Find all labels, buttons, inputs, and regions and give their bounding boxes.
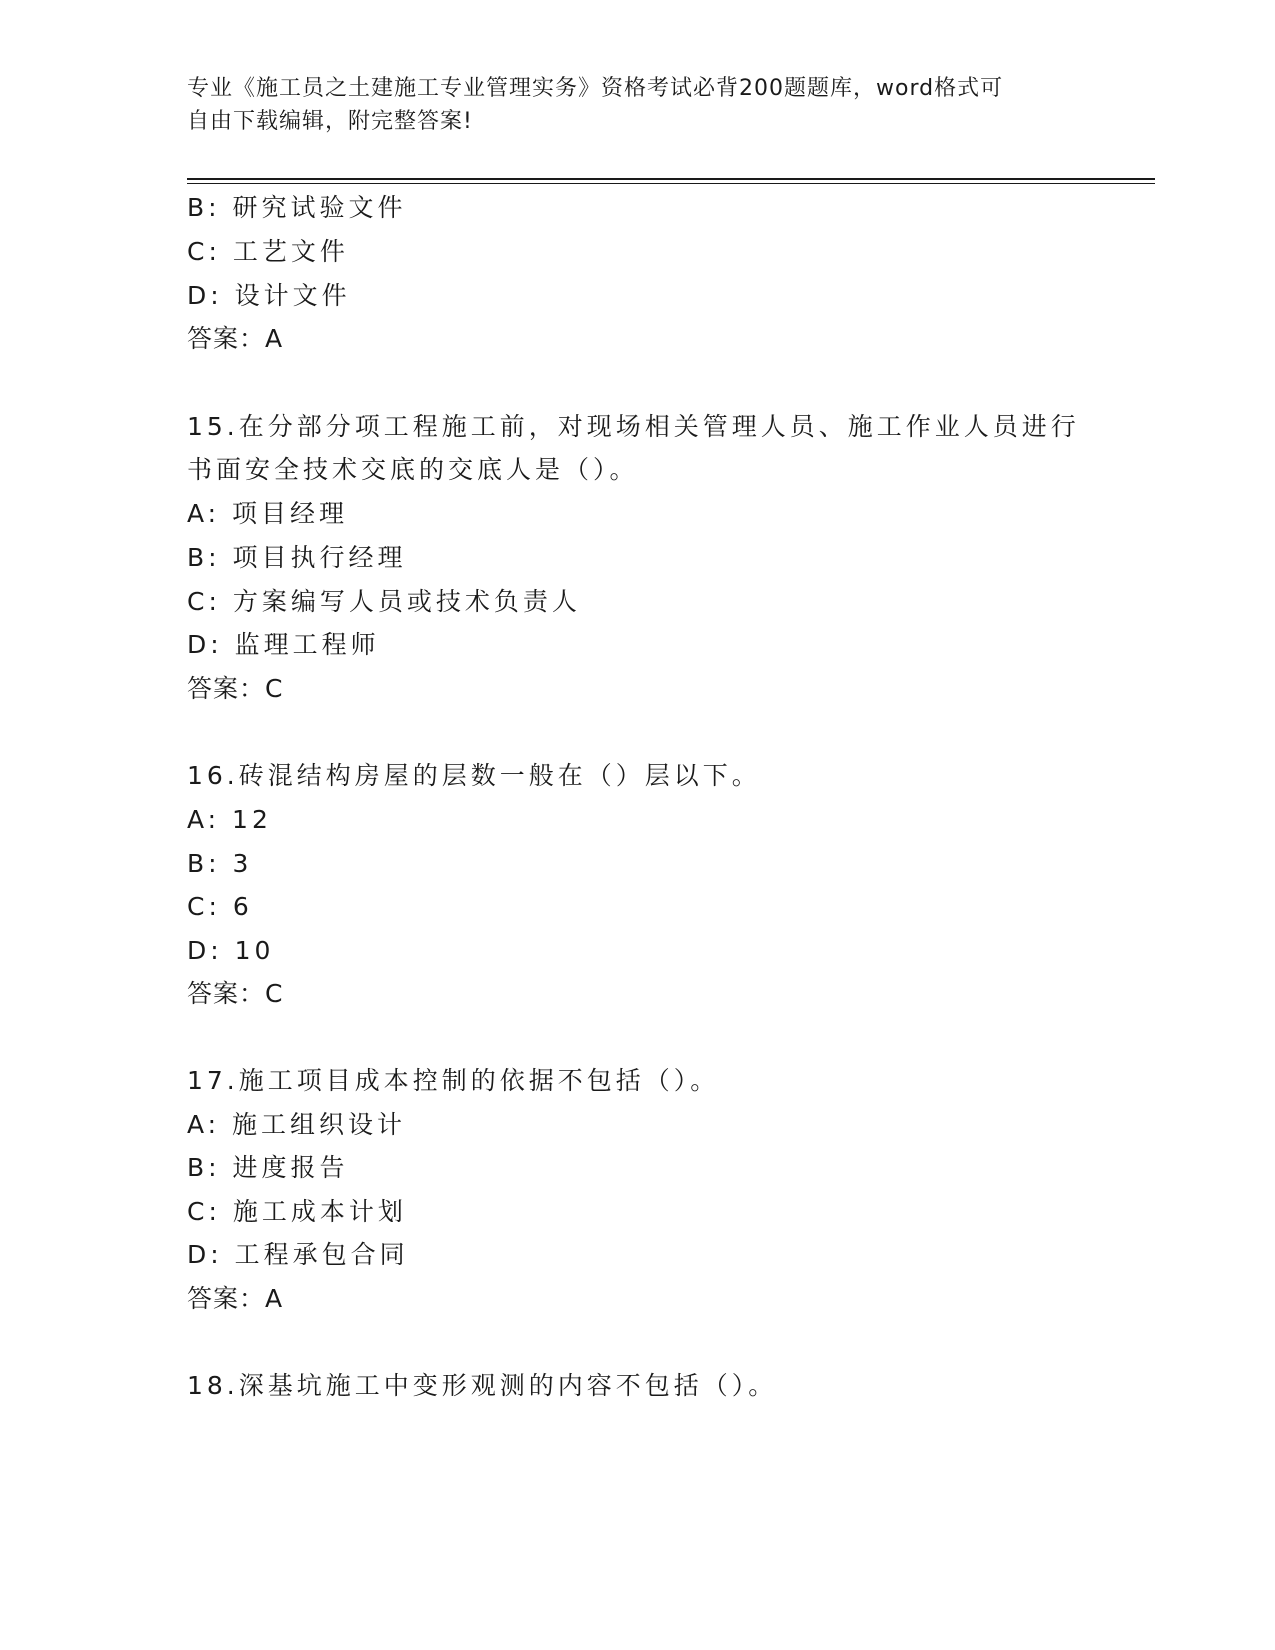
- q16-option-c: C: 6: [187, 892, 253, 921]
- q17-answer: 答案：A: [187, 1284, 284, 1313]
- q15-answer: 答案：C: [187, 674, 284, 703]
- q15-stem-line-2: 书面安全技术交底的交底人是（）。: [187, 455, 639, 484]
- q14-option-d: D: 设计文件: [187, 281, 351, 310]
- q15-stem-line-1: 15.在分部分项工程施工前，对现场相关管理人员、施工作业人员进行: [187, 412, 1080, 441]
- q17-option-c: C: 施工成本计划: [187, 1197, 407, 1226]
- q16-stem: 16.砖混结构房屋的层数一般在（）层以下。: [187, 761, 761, 790]
- q15-option-b: B: 项目执行经理: [187, 543, 407, 572]
- q16-option-d: D: 10: [187, 936, 275, 965]
- q17-option-b: B: 进度报告: [187, 1153, 349, 1182]
- document-header: [187, 72, 1087, 138]
- q16-answer: 答案：C: [187, 979, 284, 1008]
- q16-option-b: B: 3: [187, 849, 253, 878]
- header-rule-thick: [187, 178, 1155, 180]
- q18-stem: 18.深基坑施工中变形观测的内容不包括（）。: [187, 1371, 778, 1400]
- q17-option-a: A: 施工组织设计: [187, 1110, 407, 1139]
- q15-option-a: A: 项目经理: [187, 499, 349, 528]
- header-rule-thin: [187, 183, 1155, 184]
- q14-option-b: B: 研究试验文件: [187, 193, 407, 222]
- q17-option-d: D: 工程承包合同: [187, 1240, 409, 1269]
- q15-option-c: C: 方案编写人员或技术负责人: [187, 587, 581, 616]
- q14-answer: 答案：A: [187, 324, 284, 353]
- header-line-1: 专业《施工员之土建施工专业管理实务》资格考试必背200题题库，word格式可: [187, 76, 1004, 101]
- header-line-2: 自由下载编辑，附完整答案!: [187, 109, 473, 134]
- q14-option-c: C: 工艺文件: [187, 237, 349, 266]
- q15-option-d: D: 监理工程师: [187, 630, 380, 659]
- q16-option-a: A: 12: [187, 805, 272, 834]
- q17-stem: 17.施工项目成本控制的依据不包括（）。: [187, 1066, 720, 1095]
